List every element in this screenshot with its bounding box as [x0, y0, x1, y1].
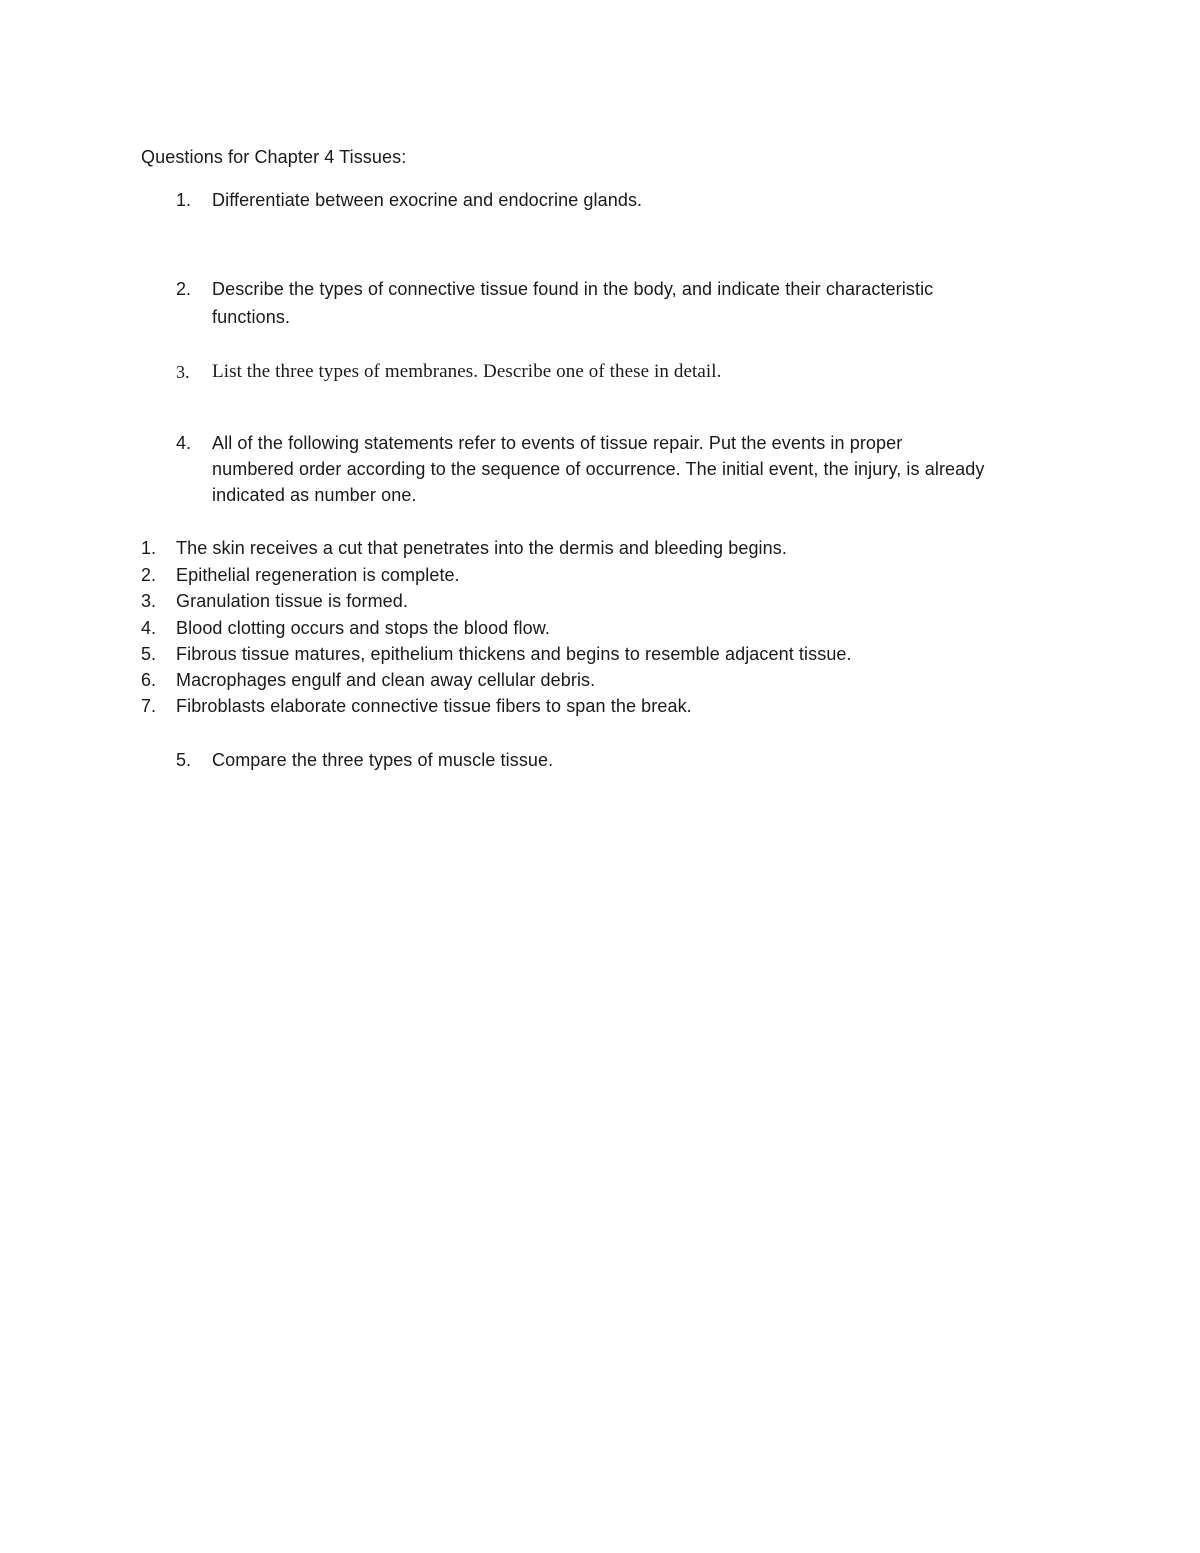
question-4-number: 4.	[176, 433, 192, 453]
question-3-number: 3.	[176, 362, 190, 382]
question-5-text: Compare the three types of muscle tissue.	[212, 750, 554, 770]
question-3-text: List the three types of membranes. Describe one of these in detail.	[212, 361, 722, 382]
question-4-text-line-1: All of the following statements refer to events of tissue repair. Put the events in proper	[212, 433, 903, 453]
repair-event-2-text: Epithelial regeneration is complete.	[176, 565, 460, 585]
document-heading: Questions for Chapter 4 Tissues:	[141, 147, 407, 167]
question-2-number: 2.	[176, 279, 192, 299]
question-4-text-line-3: indicated as number one.	[212, 485, 417, 505]
question-5-number: 5.	[176, 750, 192, 770]
repair-event-4-text: Blood clotting occurs and stops the blood flow.	[176, 618, 550, 638]
repair-event-3-text: Granulation tissue is formed.	[176, 591, 409, 611]
repair-event-1-text: The skin receives a cut that penetrates into the dermis and bleeding begins.	[176, 538, 787, 558]
repair-event-6-text: Macrophages engulf and clean away cellular debris.	[176, 670, 596, 690]
repair-event-2-number: 2.	[141, 565, 157, 585]
repair-event-7-number: 7.	[141, 696, 157, 716]
repair-event-3-number: 3.	[141, 591, 157, 611]
repair-event-6-number: 6.	[141, 670, 157, 690]
repair-event-5-text: Fibrous tissue matures, epithelium thickens and begins to resemble adjacent tissue.	[176, 644, 852, 664]
repair-event-5-number: 5.	[141, 644, 157, 664]
repair-event-4-number: 4.	[141, 618, 157, 638]
question-1-text: Differentiate between exocrine and endocrine glands.	[212, 190, 643, 210]
question-2-text-line-2: functions.	[212, 307, 291, 327]
question-2-text-line-1: Describe the types of connective tissue found in the body, and indicate their characteristic	[212, 279, 934, 299]
question-4-text-line-2: numbered order according to the sequence of occurrence. The initial event, the injury, is already	[212, 459, 985, 479]
question-1-number: 1.	[176, 190, 192, 210]
repair-event-1-number: 1.	[141, 538, 157, 558]
repair-event-7-text: Fibroblasts elaborate connective tissue fibers to span the break.	[176, 696, 692, 716]
